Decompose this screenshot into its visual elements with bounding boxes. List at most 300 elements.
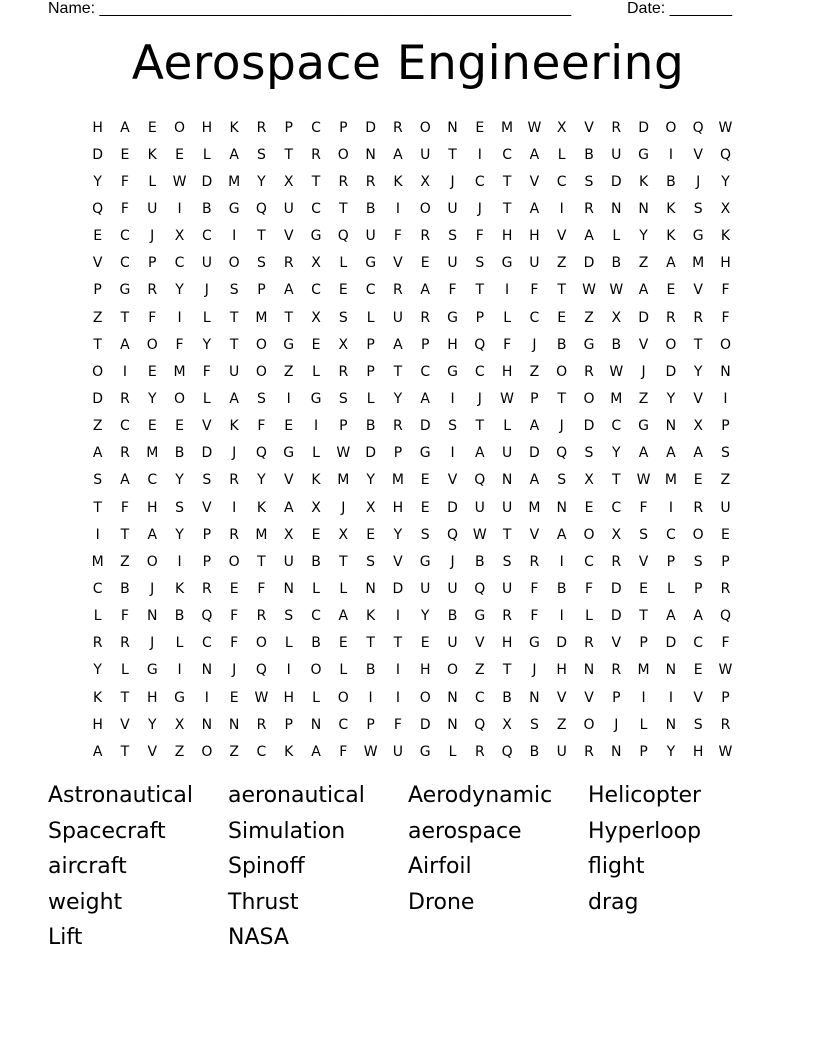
grid-letter[interactable]: A [556,526,567,543]
grid-letter[interactable]: L [503,309,511,326]
grid-letter[interactable]: R [120,445,130,462]
grid-letter[interactable]: S [584,173,594,190]
grid-letter[interactable]: A [638,445,649,462]
grid-letter[interactable]: J [532,336,537,353]
grid-letter[interactable]: G [501,255,513,272]
grid-letter[interactable]: I [177,200,182,217]
grid-letter[interactable]: N [447,716,458,733]
grid-letter[interactable]: U [529,255,540,272]
grid-letter[interactable]: G [583,336,595,353]
grid-letter[interactable]: P [721,689,730,706]
grid-letter[interactable]: F [503,336,512,353]
grid-letter[interactable]: X [502,716,512,733]
grid-letter[interactable]: U [392,309,404,326]
grid-letter[interactable]: U [420,146,431,163]
grid-letter[interactable]: V [202,418,212,435]
grid-letter[interactable]: A [147,526,158,543]
grid-letter[interactable]: C [584,553,594,570]
grid-letter[interactable]: P [202,526,212,543]
grid-letter[interactable]: S [338,309,348,326]
grid-letter[interactable]: U [720,499,731,516]
grid-letter[interactable]: P [366,716,375,733]
grid-letter[interactable]: L [312,363,320,380]
grid-letter[interactable]: Q [446,526,459,543]
grid-letter[interactable]: P [257,282,266,299]
grid-letter[interactable]: E [639,580,649,597]
grid-letter[interactable]: K [720,228,731,245]
grid-letter[interactable]: Y [393,390,403,407]
grid-letter[interactable]: R [502,608,512,625]
grid-letter[interactable]: Z [720,472,731,489]
grid-letter[interactable]: W [718,119,733,136]
grid-letter[interactable]: P [366,363,375,380]
grid-letter[interactable]: S [693,553,703,570]
grid-letter[interactable]: K [256,499,267,516]
grid-letter[interactable]: N [283,580,294,597]
grid-letter[interactable]: R [611,662,622,679]
grid-letter[interactable]: F [120,173,129,190]
grid-letter[interactable]: R [393,119,403,136]
grid-letter[interactable]: U [501,445,513,462]
grid-letter[interactable]: J [450,553,455,570]
grid-letter[interactable]: G [447,309,458,326]
grid-letter[interactable]: O [583,526,595,543]
grid-letter[interactable]: I [177,553,182,570]
grid-letter[interactable]: I [286,662,291,679]
grid-letter[interactable]: I [395,662,400,679]
grid-letter[interactable]: V [638,553,649,570]
grid-letter[interactable]: O [92,363,104,380]
grid-letter[interactable]: E [721,526,730,543]
grid-letter[interactable]: L [639,716,648,733]
grid-letter[interactable]: I [641,689,646,706]
grid-letter[interactable]: G [310,390,322,407]
grid-letter[interactable]: V [584,119,594,136]
grid-letter[interactable]: Q [556,445,568,462]
grid-letter[interactable]: Z [283,363,294,380]
grid-letter[interactable]: W [527,119,542,136]
grid-letter[interactable]: F [393,716,402,733]
grid-letter[interactable]: Q [92,200,104,217]
grid-letter[interactable]: J [614,716,619,733]
grid-letter[interactable]: R [693,309,704,326]
grid-letter[interactable]: T [339,200,348,217]
grid-letter[interactable]: W [254,689,269,706]
grid-letter[interactable]: L [339,662,348,679]
grid-letter[interactable]: N [529,689,540,706]
grid-letter[interactable]: P [202,553,212,570]
grid-letter[interactable]: A [120,336,130,353]
grid-letter[interactable]: A [529,146,540,163]
grid-letter[interactable]: Z [556,255,567,272]
grid-letter[interactable]: S [338,390,348,407]
grid-letter[interactable]: T [502,173,512,190]
grid-letter[interactable]: X [174,228,185,245]
grid-letter[interactable]: Q [692,119,704,136]
grid-letter[interactable]: V [147,743,158,760]
grid-letter[interactable]: H [501,363,513,380]
grid-letter[interactable]: X [283,173,294,190]
grid-letter[interactable]: T [393,363,403,380]
grid-letter[interactable]: E [475,119,485,136]
grid-letter[interactable]: L [175,635,184,652]
grid-letter[interactable]: L [284,635,293,652]
grid-letter[interactable]: R [256,119,267,136]
grid-letter[interactable]: D [665,635,677,652]
grid-letter[interactable]: D [419,716,431,733]
grid-letter[interactable]: W [582,282,596,299]
grid-letter[interactable]: E [311,526,321,543]
grid-letter[interactable]: F [721,282,730,299]
grid-letter[interactable]: D [556,635,568,652]
grid-letter[interactable]: S [639,526,649,543]
grid-letter[interactable]: Q [719,146,731,163]
grid-letter[interactable]: G [283,445,295,462]
grid-letter[interactable]: V [693,282,703,299]
grid-letter[interactable]: K [666,200,676,217]
grid-letter[interactable]: X [584,472,594,489]
grid-letter[interactable]: P [148,255,157,272]
grid-letter[interactable]: A [666,255,676,272]
grid-letter[interactable]: C [120,255,130,272]
grid-letter[interactable]: P [612,689,621,706]
grid-letter[interactable]: N [228,716,240,733]
grid-letter[interactable]: Y [693,363,703,380]
grid-letter[interactable]: D [392,580,404,597]
grid-letter[interactable]: A [283,499,294,516]
grid-letter[interactable]: V [120,716,130,733]
grid-letter[interactable]: R [120,390,130,407]
grid-letter[interactable]: B [611,255,622,272]
grid-letter[interactable]: J [696,173,701,190]
grid-letter[interactable]: H [201,119,213,136]
grid-letter[interactable]: P [666,553,676,570]
grid-letter[interactable]: B [447,608,458,625]
grid-letter[interactable]: L [339,580,348,597]
grid-letter[interactable]: E [175,418,184,435]
grid-letter[interactable]: Q [255,200,267,217]
grid-letter[interactable]: N [501,472,513,489]
grid-letter[interactable]: Y [666,743,676,760]
grid-letter[interactable]: F [639,499,648,516]
grid-letter[interactable]: M [692,255,705,272]
grid-letter[interactable]: L [312,445,320,462]
grid-letter[interactable]: E [557,309,567,326]
grid-letter[interactable]: A [693,445,703,462]
grid-letter[interactable]: R [720,716,731,733]
grid-letter[interactable]: U [447,635,458,652]
grid-letter[interactable]: U [201,255,212,272]
grid-letter[interactable]: S [202,472,212,489]
grid-letter[interactable]: O [556,363,568,380]
grid-letter[interactable]: D [419,418,431,435]
grid-letter[interactable]: H [556,662,567,679]
grid-letter[interactable]: Z [529,363,540,380]
grid-letter[interactable]: D [610,608,622,625]
grid-letter[interactable]: R [201,580,212,597]
grid-letter[interactable]: C [611,418,622,435]
grid-letter[interactable]: T [612,472,621,489]
grid-letter[interactable]: F [120,200,129,217]
grid-letter[interactable]: J [477,200,482,217]
grid-letter[interactable]: R [666,309,676,326]
grid-letter[interactable]: S [448,418,457,435]
grid-letter[interactable]: A [666,445,676,462]
grid-letter[interactable]: E [666,282,676,299]
grid-letter[interactable]: Y [666,390,676,407]
grid-letter[interactable]: B [502,689,512,706]
grid-letter[interactable]: K [229,119,239,136]
grid-letter[interactable]: R [147,282,158,299]
grid-letter[interactable]: G [638,418,650,435]
grid-letter[interactable]: T [257,228,266,245]
grid-letter[interactable]: G [283,336,295,353]
grid-letter[interactable]: V [447,472,458,489]
grid-letter[interactable]: O [665,119,677,136]
grid-letter[interactable]: A [693,608,703,625]
grid-letter[interactable]: Y [257,472,266,489]
grid-letter[interactable]: I [559,608,564,625]
grid-letter[interactable]: V [693,390,703,407]
grid-letter[interactable]: R [229,526,239,543]
grid-letter[interactable]: T [311,173,321,190]
grid-letter[interactable]: T [229,309,239,326]
grid-letter[interactable]: E [311,336,321,353]
grid-letter[interactable]: C [502,146,512,163]
grid-letter[interactable]: L [121,662,129,679]
grid-letter[interactable]: H [92,119,103,136]
grid-letter[interactable]: I [450,390,455,407]
grid-letter[interactable]: V [283,472,294,489]
grid-letter[interactable]: J [232,445,237,462]
grid-letter[interactable]: T [448,146,457,163]
grid-letter[interactable]: B [611,336,622,353]
grid-letter[interactable]: Y [93,662,102,679]
grid-letter[interactable]: A [229,146,239,163]
grid-letter[interactable]: P [721,418,730,435]
grid-letter[interactable]: U [556,743,567,760]
grid-letter[interactable]: P [366,336,375,353]
grid-letter[interactable]: S [721,445,730,462]
grid-letter[interactable]: T [639,608,648,625]
grid-letter[interactable]: P [693,580,703,597]
grid-letter[interactable]: O [228,255,240,272]
grid-letter[interactable]: N [583,662,595,679]
grid-letter[interactable]: D [583,255,595,272]
grid-letter[interactable]: G [692,228,704,245]
grid-letter[interactable]: Y [175,526,184,543]
grid-letter[interactable]: Q [337,228,349,245]
grid-letter[interactable]: A [229,390,239,407]
grid-letter[interactable]: Y [612,445,621,462]
grid-letter[interactable]: O [446,662,459,679]
grid-letter[interactable]: E [175,146,184,163]
grid-letter[interactable]: W [609,363,624,380]
grid-letter[interactable]: A [338,608,349,625]
grid-letter[interactable]: L [312,689,320,706]
grid-letter[interactable]: B [584,146,594,163]
grid-letter[interactable]: A [475,445,485,462]
grid-letter[interactable]: H [529,228,540,245]
grid-letter[interactable]: T [284,309,293,326]
grid-letter[interactable]: W [363,743,378,760]
grid-letter[interactable]: L [202,146,211,163]
grid-letter[interactable]: Y [147,716,157,733]
grid-letter[interactable]: C [120,418,130,435]
grid-letter[interactable]: M [528,499,541,516]
grid-letter[interactable]: S [284,608,294,625]
grid-letter[interactable]: F [257,418,266,435]
grid-letter[interactable]: P [721,553,730,570]
grid-letter[interactable]: B [556,580,567,597]
grid-letter[interactable]: R [92,635,103,652]
grid-letter[interactable]: G [365,255,377,272]
grid-letter[interactable]: Q [255,445,267,462]
grid-letter[interactable]: D [529,445,540,462]
grid-letter[interactable]: T [120,743,130,760]
grid-letter[interactable]: F [339,743,348,760]
grid-letter[interactable]: F [448,282,457,299]
grid-letter[interactable]: G [228,200,240,217]
grid-letter[interactable]: O [146,553,158,570]
grid-letter[interactable]: V [556,689,567,706]
grid-letter[interactable]: I [232,228,237,245]
grid-letter[interactable]: V [693,146,703,163]
grid-letter[interactable]: M [228,173,241,190]
grid-letter[interactable]: U [147,200,158,217]
grid-letter[interactable]: A [529,418,540,435]
grid-letter[interactable]: D [201,445,213,462]
grid-letter[interactable]: C [474,363,485,380]
grid-letter[interactable]: M [146,445,159,462]
grid-letter[interactable]: A [420,282,430,299]
grid-letter[interactable]: J [150,580,155,597]
grid-letter[interactable]: K [366,608,376,625]
grid-letter[interactable]: V [283,228,294,245]
grid-letter[interactable]: M [501,119,514,136]
grid-letter[interactable]: G [119,282,131,299]
grid-letter[interactable]: I [668,499,673,516]
grid-letter[interactable]: G [638,146,650,163]
grid-letter[interactable]: G [310,228,322,245]
grid-letter[interactable]: O [255,635,267,652]
grid-letter[interactable]: B [174,445,185,462]
grid-letter[interactable]: Q [501,743,513,760]
grid-letter[interactable]: R [584,635,594,652]
grid-letter[interactable]: D [365,445,376,462]
grid-letter[interactable]: E [147,119,157,136]
grid-letter[interactable]: B [666,173,676,190]
grid-letter[interactable]: Y [147,390,157,407]
grid-letter[interactable]: A [311,743,321,760]
grid-letter[interactable]: I [177,309,182,326]
grid-letter[interactable]: M [255,309,268,326]
grid-letter[interactable]: W [609,282,624,299]
grid-letter[interactable]: E [420,635,430,652]
grid-letter[interactable]: R [611,553,622,570]
grid-letter[interactable]: R [474,743,485,760]
grid-letter[interactable]: X [693,418,703,435]
grid-letter[interactable]: B [365,662,376,679]
grid-letter[interactable]: Z [229,743,239,760]
grid-letter[interactable]: K [638,173,649,190]
grid-letter[interactable]: K [666,228,676,245]
grid-letter[interactable]: H [392,499,404,516]
grid-letter[interactable]: I [668,689,673,706]
grid-letter[interactable]: W [636,472,651,489]
grid-letter[interactable]: F [475,228,484,245]
grid-letter[interactable]: Y [93,173,102,190]
grid-letter[interactable]: I [395,689,400,706]
grid-letter[interactable]: I [395,608,400,625]
grid-letter[interactable]: R [611,119,622,136]
grid-letter[interactable]: G [419,553,431,570]
grid-letter[interactable]: F [393,228,402,245]
grid-letter[interactable]: Y [202,336,212,353]
grid-letter[interactable]: O [174,390,186,407]
grid-letter[interactable]: O [255,336,267,353]
grid-letter[interactable]: X [365,499,376,516]
grid-letter[interactable]: T [366,635,375,652]
grid-letter[interactable]: E [147,363,157,380]
grid-letter[interactable]: F [175,336,184,353]
grid-letter[interactable]: E [338,635,348,652]
grid-letter[interactable]: V [475,635,485,652]
grid-letter[interactable]: R [584,743,594,760]
grid-letter[interactable]: M [637,662,650,679]
grid-letter[interactable]: X [311,499,321,516]
grid-letter[interactable]: N [556,499,567,516]
grid-letter[interactable]: R [584,363,594,380]
grid-letter[interactable]: O [419,200,431,217]
grid-letter[interactable]: C [529,309,540,326]
grid-letter[interactable]: K [284,743,294,760]
grid-letter[interactable]: S [256,146,266,163]
grid-letter[interactable]: F [148,309,157,326]
grid-letter[interactable]: O [201,743,213,760]
grid-letter[interactable]: U [283,553,294,570]
grid-letter[interactable]: X [556,119,567,136]
grid-letter[interactable]: N [147,608,158,625]
grid-letter[interactable]: W [718,743,733,760]
grid-letter[interactable]: I [313,418,319,435]
grid-letter[interactable]: X [311,309,321,326]
grid-letter[interactable]: X [283,526,294,543]
grid-letter[interactable]: I [95,526,100,543]
grid-letter[interactable]: L [666,580,675,597]
grid-letter[interactable]: H [146,689,158,706]
grid-letter[interactable]: C [201,228,212,245]
grid-letter[interactable]: N [665,418,677,435]
grid-letter[interactable]: N [720,363,731,380]
grid-letter[interactable]: S [475,255,485,272]
grid-letter[interactable]: A [638,282,649,299]
grid-letter[interactable]: P [475,309,485,326]
grid-letter[interactable]: T [502,200,512,217]
grid-letter[interactable]: K [229,418,239,435]
grid-letter[interactable]: L [366,309,375,326]
grid-letter[interactable]: F [721,309,730,326]
grid-letter[interactable]: X [174,716,185,733]
grid-letter[interactable]: Y [393,526,403,543]
grid-letter[interactable]: C [201,635,212,652]
grid-letter[interactable]: Y [175,472,184,489]
grid-letter[interactable]: U [447,580,458,597]
grid-letter[interactable]: P [93,282,102,299]
grid-letter[interactable]: P [393,445,403,462]
grid-letter[interactable]: S [93,472,103,489]
grid-letter[interactable]: R [420,309,431,326]
